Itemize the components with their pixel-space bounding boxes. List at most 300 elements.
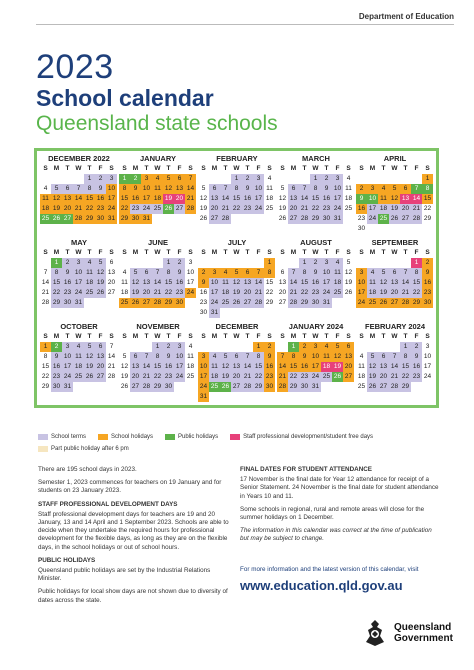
day-cell: 19 (96, 279, 105, 286)
weekday-label: F (98, 165, 103, 172)
day-cell: 3 (188, 259, 193, 266)
day-cell: 18 (379, 205, 388, 212)
day-cell: 6 (109, 259, 114, 266)
day-cell: 25 (74, 373, 83, 380)
day-cell: 2 (310, 258, 321, 268)
day-cell: 22 (85, 205, 94, 212)
day-cell: 21 (142, 373, 151, 380)
weekday-header-row (356, 249, 434, 258)
day-cell: 12 (85, 353, 94, 360)
empty-day (130, 258, 141, 268)
day-cell: 13 (390, 279, 399, 286)
day-cell: 15 (164, 279, 173, 286)
day-cell: 17 (311, 363, 320, 370)
day-cell: 23 (311, 289, 320, 296)
weekday-label: M (132, 165, 139, 172)
day-cell: 16 (265, 363, 274, 370)
day-cell: 3 (198, 352, 209, 362)
day-cell: 11 (152, 184, 163, 194)
day-cell: 23 (63, 289, 72, 296)
day-cell: 10 (186, 269, 195, 276)
day-cell: 1 (253, 342, 264, 352)
day-cell: 19 (85, 363, 94, 370)
day-cell: 14 (153, 279, 162, 286)
weekday-label: T (144, 333, 149, 340)
day-cell: 13 (379, 363, 388, 370)
day-cell: 24 (423, 373, 432, 380)
month-name: SEPTEMBER (371, 238, 419, 247)
day-cell: 24 (311, 373, 320, 380)
day-cell: 9 (163, 352, 174, 362)
day-cell: 26 (232, 299, 241, 306)
day-cell: 1 (264, 258, 275, 268)
weekday-label: S (122, 333, 127, 340)
day-cell: 21 (153, 289, 162, 296)
day-cell: 29 (265, 299, 274, 306)
day-cell: 22 (423, 205, 432, 212)
day-cell: 2 (198, 268, 209, 278)
weekday-label: W (233, 165, 240, 172)
weekday-label: W (312, 249, 319, 256)
month-block (119, 322, 197, 406)
calendar-grid (34, 148, 439, 408)
month-block (277, 238, 355, 322)
final-dates-heading: FINAL DATES FOR STUDENT ATTENDANCE (240, 466, 372, 473)
weekday-label: W (75, 165, 82, 172)
legend-part (38, 446, 129, 452)
day-cell: 27 (107, 289, 116, 296)
day-cell: 2 (264, 342, 275, 352)
day-cell: 28 (300, 215, 309, 222)
day-cell: 10 (357, 279, 366, 286)
months-container (40, 154, 433, 406)
day-cell: 9 (299, 352, 310, 362)
day-cell: 8 (84, 184, 95, 194)
month-name: FEBRUARY 2024 (364, 322, 426, 331)
day-cell: 20 (175, 195, 184, 202)
weekday-label: T (65, 249, 70, 256)
weekday-label: T (381, 333, 386, 340)
day-cell: 3 (332, 174, 343, 184)
info-right-column (240, 466, 440, 549)
empty-day (119, 342, 130, 352)
day-cell: 15 (85, 195, 94, 202)
day-cell: 8 (231, 184, 242, 194)
day-cell: 24 (210, 299, 219, 306)
day-cell: 9 (130, 184, 141, 194)
day-cell: 10 (199, 363, 208, 370)
day-cell: 30 (357, 225, 366, 232)
day-cell: 12 (221, 363, 230, 370)
day-cell: 28 (278, 383, 287, 390)
day-cell: 21 (300, 205, 309, 212)
weekday-label: T (324, 333, 329, 340)
day-cell: 22 (232, 205, 241, 212)
day-cell: 19 (164, 195, 173, 202)
day-cell: 25 (41, 215, 50, 222)
website-link[interactable]: www.education.qld.gov.au (240, 578, 403, 593)
day-cell: 2 (95, 174, 106, 184)
day-cell: 16 (357, 205, 366, 212)
weekday-label: T (302, 249, 307, 256)
day-cell: 22 (300, 289, 309, 296)
day-cell: 1 (84, 174, 95, 184)
day-cell: 21 (401, 289, 410, 296)
day-cell: 25 (221, 299, 230, 306)
page-subtitle: Queensland state schools (36, 112, 278, 135)
day-cell: 1 (288, 342, 299, 352)
day-cell: 22 (289, 373, 298, 380)
day-cell: 19 (344, 279, 353, 286)
day-cell: 26 (120, 383, 129, 390)
month-name: JANUARY 2024 (288, 322, 344, 331)
day-cell: 30 (300, 383, 309, 390)
day-grid (198, 258, 276, 318)
day-grid (119, 342, 197, 392)
day-cell: 4 (267, 175, 272, 182)
day-cell: 10 (63, 353, 72, 360)
day-cell: 20 (96, 363, 105, 370)
day-cell: 27 (379, 383, 388, 390)
day-grid (119, 258, 197, 308)
day-cell: 7 (43, 269, 48, 276)
day-cell: 10 (368, 195, 377, 202)
weekday-label: S (267, 249, 272, 256)
day-cell: 13 (243, 279, 252, 286)
legend-swatch-dev (230, 434, 240, 440)
day-cell: 26 (199, 215, 208, 222)
day-cell: 5 (84, 342, 95, 352)
empty-day (299, 174, 310, 184)
day-cell: 29 (52, 299, 61, 306)
day-cell: 10 (142, 185, 151, 192)
disclaimer-text: The information in this calendar was correct at the time of publication but may be subject to change. (240, 527, 432, 543)
day-grid (40, 258, 118, 308)
weekday-label: S (43, 249, 48, 256)
day-cell: 13 (289, 195, 298, 202)
day-cell: 4 (367, 268, 378, 278)
day-cell: 11 (40, 194, 51, 204)
day-cell: 17 (74, 279, 83, 286)
day-cell: 29 (254, 383, 263, 390)
weekday-label: S (425, 333, 430, 340)
day-cell: 19 (120, 373, 129, 380)
legend-holiday (98, 434, 153, 440)
weekday-label: S (188, 249, 193, 256)
day-cell: 28 (254, 299, 263, 306)
empty-day (367, 174, 378, 184)
day-cell: 3 (62, 342, 73, 352)
day-cell: 4 (84, 258, 95, 268)
weekday-label: T (166, 249, 171, 256)
day-cell: 1 (400, 342, 411, 352)
day-cell: 6 (389, 268, 400, 278)
weekday-header-row (198, 333, 276, 342)
day-cell: 13 (175, 185, 184, 192)
day-cell: 22 (412, 289, 421, 296)
weekday-label: T (223, 249, 228, 256)
day-cell: 12 (379, 279, 388, 286)
day-cell: 31 (199, 393, 208, 400)
day-cell: 7 (299, 184, 310, 194)
month-block (356, 154, 434, 238)
empty-day (389, 258, 400, 268)
logo-line2: Government (394, 633, 453, 644)
day-cell: 20 (63, 205, 72, 212)
day-cell: 27 (175, 205, 184, 212)
day-cell: 14 (278, 363, 287, 370)
weekday-label: M (53, 249, 60, 256)
weekday-label: M (290, 333, 297, 340)
day-cell: 13 (210, 195, 219, 202)
day-cell: 27 (401, 215, 410, 222)
day-cell: 7 (389, 352, 400, 362)
day-cell: 27 (243, 299, 252, 306)
month-block (40, 322, 118, 406)
day-cell: 27 (278, 299, 287, 306)
weekday-label: S (346, 249, 351, 256)
day-cell: 17 (63, 363, 72, 370)
day-cell: 14 (390, 363, 399, 370)
empty-day (220, 258, 231, 268)
day-cell: 1 (231, 174, 242, 184)
weekday-label: T (166, 165, 171, 172)
empty-day (242, 258, 253, 268)
day-cell: 28 (401, 299, 410, 306)
day-cell: 17 (199, 373, 208, 380)
empty-day (400, 258, 411, 268)
day-cell: 21 (254, 289, 263, 296)
day-cell: 6 (343, 342, 354, 352)
day-cell: 12 (390, 195, 399, 202)
day-cell: 5 (51, 184, 62, 194)
regional-closure-text: Some schools in regional, rural and remote areas will close for the summer holidays on 1 December. (240, 505, 425, 522)
day-cell: 20 (131, 373, 140, 380)
day-cell: 18 (41, 205, 50, 212)
empty-day (356, 258, 367, 268)
day-cell: 2 (163, 342, 174, 352)
weekday-label: S (280, 333, 285, 340)
day-cell: 31 (311, 383, 320, 390)
empty-day (253, 258, 264, 268)
day-cell: 22 (153, 373, 162, 380)
day-cell: 27 (344, 373, 353, 380)
day-cell: 8 (152, 352, 163, 362)
day-cell: 14 (412, 195, 421, 202)
day-cell: 9 (411, 352, 422, 362)
day-cell: 18 (120, 289, 129, 296)
day-cell: 3 (367, 184, 378, 194)
day-cell: 29 (412, 299, 421, 306)
empty-day (220, 174, 231, 184)
day-cell: 10 (254, 185, 263, 192)
day-cell: 20 (379, 373, 388, 380)
day-cell: 10 (311, 353, 320, 360)
day-cell: 12 (232, 279, 241, 286)
semester-text: Semester 1, 2023 commences for teachers on 19 January and for students on 23 January 2023. (38, 479, 222, 495)
day-cell: 12 (131, 279, 140, 286)
weekday-label: S (280, 249, 285, 256)
public-holidays-text: Queensland public holidays are set by the Industrial Relations Minister. (38, 567, 211, 583)
weekday-label: T (245, 165, 250, 172)
month-name: NOVEMBER (136, 322, 180, 331)
month-block (119, 154, 197, 238)
month-block (277, 322, 355, 406)
day-cell: 23 (243, 205, 252, 212)
month-block (40, 154, 118, 238)
day-cell: 28 (74, 215, 83, 222)
day-cell: 22 (401, 373, 410, 380)
day-cell: 23 (300, 373, 309, 380)
day-cell: 6 (95, 342, 106, 352)
empty-day (209, 258, 220, 268)
day-cell: 5 (346, 259, 351, 266)
day-cell: 28 (41, 299, 50, 306)
weekday-label: M (211, 333, 218, 340)
day-cell: 4 (321, 342, 332, 352)
day-cell: 15 (265, 279, 274, 286)
day-cell: 8 (119, 184, 130, 194)
day-cell: 11 (121, 279, 128, 286)
day-cell: 27 (131, 383, 140, 390)
empty-day (231, 258, 242, 268)
day-cell: 8 (43, 353, 48, 360)
day-cell: 11 (367, 278, 378, 288)
day-cell: 10 (175, 353, 184, 360)
day-cell: 25 (344, 205, 353, 212)
empty-day (389, 174, 400, 184)
empty-day (152, 258, 163, 268)
day-grid (356, 342, 434, 392)
day-cell: 4 (346, 175, 351, 182)
day-cell: 3 (141, 174, 152, 184)
day-cell: 24 (199, 383, 208, 390)
day-cell: 16 (131, 195, 140, 202)
day-cell: 18 (265, 195, 274, 202)
day-cell: 7 (277, 352, 288, 362)
weekday-label: W (154, 249, 161, 256)
empty-day (277, 342, 288, 352)
day-cell: 26 (344, 289, 353, 296)
day-cell: 20 (210, 205, 219, 212)
day-cell: 20 (232, 373, 241, 380)
day-cell: 24 (142, 205, 151, 212)
day-cell: 19 (368, 373, 377, 380)
weekday-label: F (414, 249, 419, 256)
weekday-label: M (132, 333, 139, 340)
day-cell: 21 (74, 205, 83, 212)
day-cell: 25 (153, 205, 162, 212)
day-cell: 15 (289, 363, 298, 370)
day-cell: 16 (243, 195, 252, 202)
day-cell: 5 (231, 268, 242, 278)
day-cell: 13 (344, 353, 353, 360)
day-cell: 23 (199, 299, 208, 306)
month-name: JULY (227, 238, 247, 247)
day-cell: 24 (63, 373, 72, 380)
day-cell: 28 (412, 215, 421, 222)
day-cell: 23 (265, 373, 274, 380)
day-cell: 20 (344, 363, 353, 370)
day-cell: 30 (322, 215, 331, 222)
day-cell: 7 (253, 268, 264, 278)
day-cell: 29 (41, 383, 50, 390)
day-cell: 17 (333, 195, 342, 202)
weekday-label: S (201, 333, 206, 340)
final-dates-text: 17 November is the final date for Year 12 attendance for receipt of a Senior Statement. 24 November is the final date for student attendance in Years 10 and 11. (240, 476, 439, 500)
day-cell: 28 (390, 383, 399, 390)
header-divider (36, 24, 454, 25)
weekday-header-row (119, 333, 197, 342)
calendar-year: 2023 (36, 48, 114, 86)
day-cell: 12 (278, 195, 287, 202)
day-cell: 17 (357, 289, 366, 296)
legend-swatch-part (38, 446, 48, 452)
day-grid (119, 174, 197, 224)
month-name: OCTOBER (60, 322, 98, 331)
day-cell: 3 (253, 174, 264, 184)
empty-day (119, 258, 130, 268)
day-cell: 8 (163, 268, 174, 278)
day-cell: 5 (95, 258, 106, 268)
day-cell: 9 (422, 268, 433, 278)
weekday-label: F (414, 165, 419, 172)
weekday-label: F (414, 333, 419, 340)
day-cell: 7 (220, 184, 231, 194)
day-cell: 23 (164, 373, 173, 380)
day-cell: 7 (288, 268, 299, 278)
day-cell: 25 (379, 215, 388, 222)
day-cell: 6 (130, 352, 141, 362)
day-cell: 9 (51, 352, 62, 362)
day-cell: 11 (73, 352, 84, 362)
day-cell: 4 (209, 352, 220, 362)
crest-icon (360, 618, 390, 648)
day-grid (277, 342, 355, 392)
weekday-label: T (223, 333, 228, 340)
day-cell: 23 (412, 373, 421, 380)
legend-swatch-public (165, 434, 175, 440)
day-cell: 2 (356, 184, 367, 194)
day-cell: 9 (356, 194, 367, 204)
weekday-label: T (245, 333, 250, 340)
day-cell: 30 (265, 383, 274, 390)
day-cell: 9 (174, 268, 185, 278)
empty-day (277, 258, 288, 268)
day-cell: 4 (220, 268, 231, 278)
day-cell: 11 (378, 194, 389, 204)
day-cell: 18 (186, 363, 195, 370)
day-cell: 20 (107, 279, 116, 286)
day-cell: 11 (209, 362, 220, 372)
weekday-label: S (346, 165, 351, 172)
weekday-label: F (98, 249, 103, 256)
month-block (356, 238, 434, 322)
day-cell: 30 (52, 383, 61, 390)
day-cell: 26 (368, 383, 377, 390)
day-cell: 13 (142, 279, 151, 286)
legend-part-label: Part public holiday after 6 pm (51, 446, 129, 452)
month-name: JANUARY (140, 154, 176, 163)
day-cell: 15 (153, 363, 162, 370)
empty-day (277, 174, 288, 184)
day-cell: 22 (265, 289, 274, 296)
day-cell: 6 (242, 268, 253, 278)
weekday-label: F (98, 333, 103, 340)
day-cell: 30 (164, 383, 173, 390)
weekday-label: S (201, 165, 206, 172)
weekday-header-row (356, 333, 434, 342)
